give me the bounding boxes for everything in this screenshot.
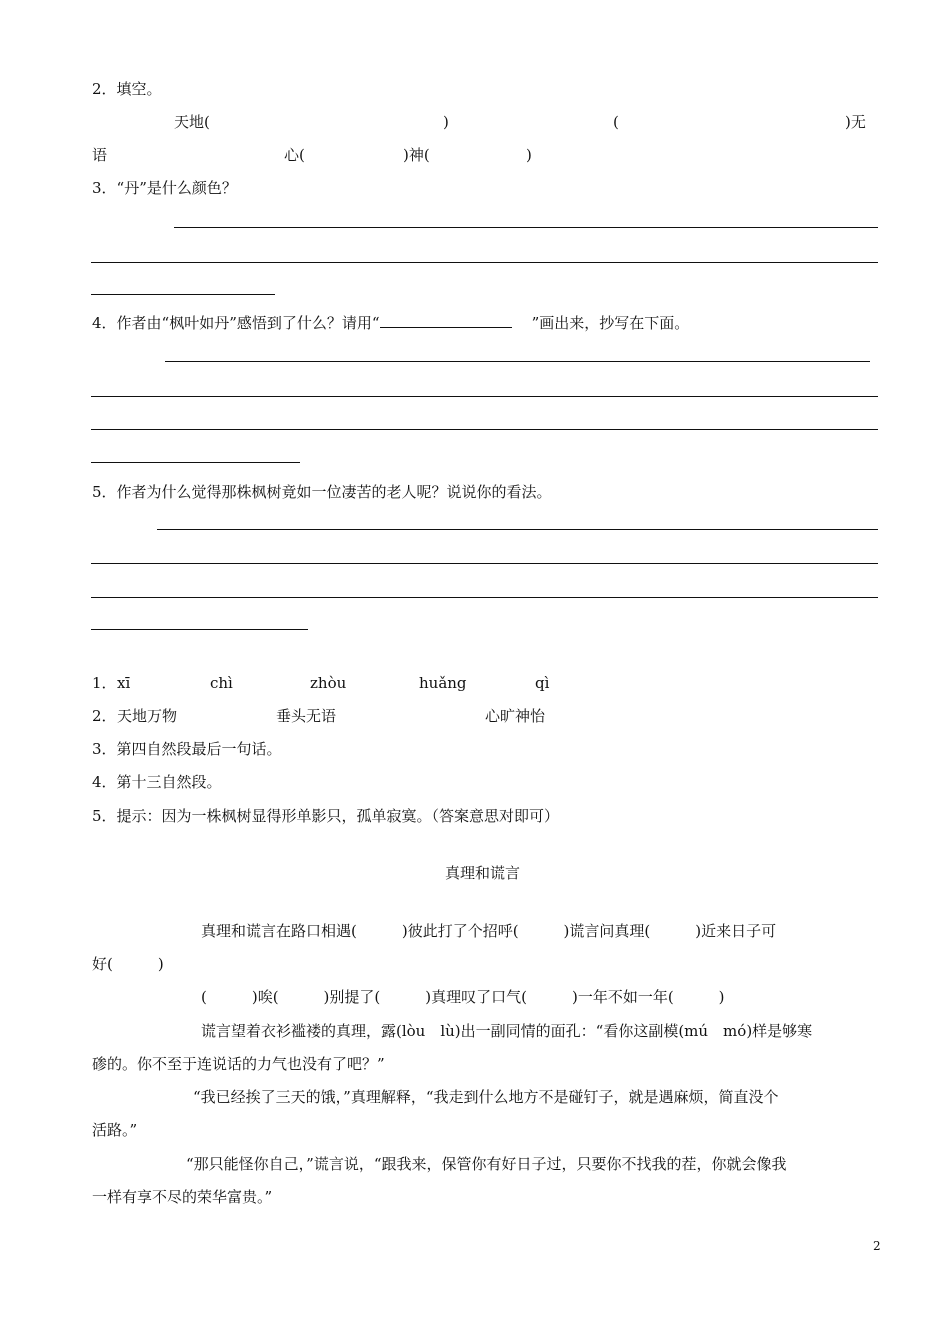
q2-blank-tiandi-open: 天地(	[174, 113, 210, 131]
q4-answer-line-4	[91, 462, 300, 463]
answer-2-label: 2．	[92, 707, 117, 725]
answer-2-word: 天地万物	[117, 707, 178, 725]
q4-title-start: 4．作者由“枫叶如丹”感悟到了什么？请用“	[92, 314, 380, 332]
story-paragraph-3: 谎言望着衣衫褴褛的真理，露(lòu lù)出一副同情的面孔：“看你这副模(mú mó)样是够寒	[201, 1022, 813, 1040]
answer-3: 3．第四自然段最后一句话。	[92, 740, 282, 758]
story-paragraph-4-cont: 活路。”	[92, 1121, 138, 1139]
q3-answer-line-3	[91, 294, 275, 295]
q4-answer-line-3	[91, 429, 878, 430]
answer-1-pinyin: huǎng	[419, 674, 467, 692]
answer-1-pinyin: chì	[210, 674, 233, 692]
q2-row2-yu: 语	[92, 146, 108, 164]
q2-blank-shen-close: )	[526, 146, 532, 164]
q5-answer-line-1	[157, 529, 878, 530]
story-paragraph-5-cont: 一样有享不尽的荣华富贵。”	[92, 1188, 273, 1206]
q2-blank-wuyu-close: )无	[845, 113, 866, 131]
answer-1-pinyin: xī	[117, 674, 131, 692]
q4-title-end: ”画出来，抄写在下面。	[531, 314, 690, 332]
q4-answer-line-2	[91, 396, 878, 397]
answer-1-pinyin: qì	[535, 674, 550, 692]
q2-blank-shen-open: )神(	[403, 146, 430, 164]
q2-title: 2．填空。	[92, 80, 162, 98]
answer-1-label: 1．	[92, 674, 117, 692]
story-title: 真理和谎言	[445, 864, 521, 882]
q2-blank-wuyu-open: (	[613, 113, 619, 131]
answer-1-pinyin: zhòu	[310, 674, 347, 692]
q5-title: 5．作者为什么觉得那株枫树竟如一位凄苦的老人呢？说说你的看法。	[92, 483, 552, 501]
story-paragraph-4: “我已经挨了三天的饿，”真理解释，“我走到什么地方不是碰钉子，就是遇麻烦，简直没个	[193, 1088, 779, 1106]
q5-answer-line-2	[91, 563, 878, 564]
q5-answer-line-3	[91, 597, 878, 598]
q4-title	[92, 313, 689, 333]
answer-4: 4．第十三自然段。	[92, 773, 222, 791]
q4-answer-line-1	[165, 361, 870, 362]
answer-2-word: 垂头无语	[276, 707, 337, 725]
q3-answer-line-1	[174, 227, 878, 228]
q4-underline-sample	[380, 315, 512, 328]
q2-blank-xin-open: 心(	[284, 146, 305, 164]
story-paragraph-1-cont: 好( )	[92, 955, 164, 973]
q3-answer-line-2	[91, 262, 878, 263]
q5-answer-line-4	[91, 629, 308, 630]
story-paragraph-5: “那只能怪你自己，”谎言说，“跟我来，保管你有好日子过，只要你不找我的茬，你就会像我	[186, 1155, 787, 1173]
story-paragraph-2: ( )唉( )别提了( )真理叹了口气( )一年不如一年( )	[201, 988, 725, 1006]
story-paragraph-1: 真理和谎言在路口相遇( )彼此打了个招呼( )谎言问真理( )近来日子可	[201, 922, 777, 940]
q3-title: 3．“丹”是什么颜色？	[92, 179, 237, 197]
page-number: 2	[873, 1239, 881, 1253]
answer-2-word: 心旷神怡	[485, 707, 546, 725]
q2-blank-tiandi-close: )	[443, 113, 449, 131]
answer-5: 5．提示：因为一株枫树显得形单影只，孤单寂寞。（答案意思对即可）	[92, 807, 560, 825]
story-paragraph-3-cont: 碜的。你不至于连说话的力气也没有了吧？”	[92, 1055, 385, 1073]
